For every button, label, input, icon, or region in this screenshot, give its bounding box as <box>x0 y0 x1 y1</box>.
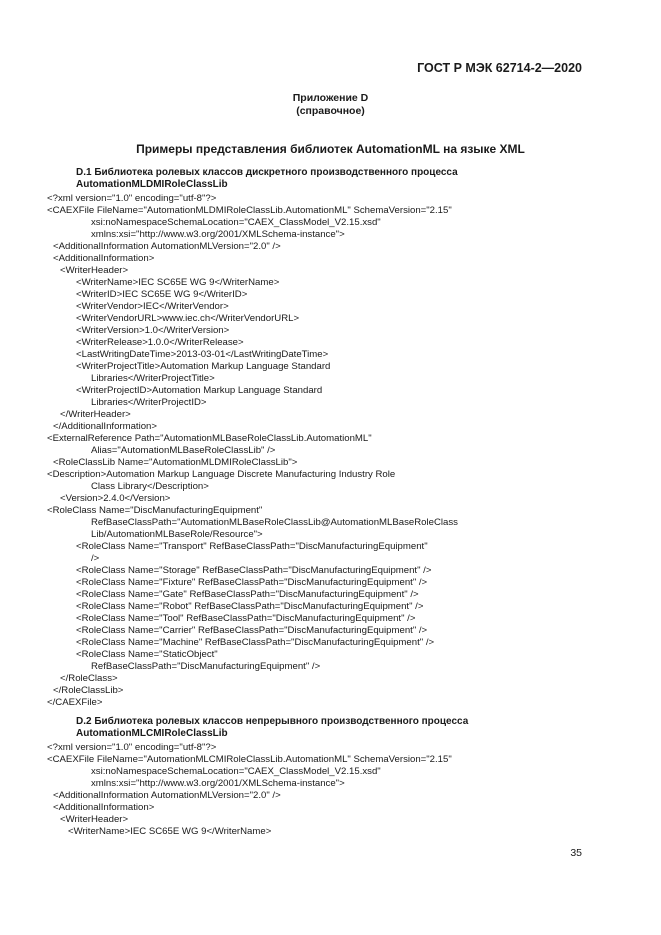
code-line: <RoleClassLib Name="AutomationMLDMIRoleClassLib"> <box>53 457 298 468</box>
code-line: Libraries</WriterProjectTitle> <box>91 373 215 384</box>
code-line: <LastWritingDateTime>2013-03-01</LastWritingDateTime> <box>76 349 329 360</box>
code-line: <WriterName>IEC SC65E WG 9</WriterName> <box>76 277 280 288</box>
code-line: <RoleClass Name="Carrier" RefBaseClassPath="DiscManufacturingEquipment" /> <box>76 625 428 636</box>
code-line: <RoleClass Name="Gate" RefBaseClassPath="DiscManufacturingEquipment" /> <box>76 589 419 600</box>
code-line: xsi:noNamespaceSchemaLocation="CAEX_ClassModel_V2.15.xsd" <box>91 217 381 228</box>
code-line: <CAEXFile FileName="AutomationMLCMIRoleClassLib.AutomationML" SchemaVersion="2.15" <box>47 754 452 765</box>
section-heading-d2 <box>76 716 468 740</box>
document-standard-number: ГОСТ Р МЭК 62714-2—2020 <box>417 61 582 75</box>
code-line: </RoleClassLib> <box>53 685 124 696</box>
code-line: <WriterRelease>1.0.0</WriterRelease> <box>76 337 244 348</box>
code-line: RefBaseClassPath="AutomationMLBaseRoleClassLib@AutomationMLBaseRoleClass <box>91 517 458 528</box>
code-line: <WriterVendorURL>www.iec.ch</WriterVendorURL> <box>76 313 300 324</box>
code-line: <WriterHeader> <box>60 265 129 276</box>
code-line: <WriterHeader> <box>60 814 129 825</box>
section-heading-d1-line2: AutomationMLDMIRoleClassLib <box>76 179 228 190</box>
code-line: <RoleClass Name="Tool" RefBaseClassPath="DiscManufacturingEquipment" /> <box>76 613 416 624</box>
code-line: <WriterID>IEC SC65E WG 9</WriterID> <box>76 289 248 300</box>
code-line: </WriterHeader> <box>60 409 131 420</box>
code-line: xmlns:xsi="http://www.w3.org/2001/XMLSchema-instance"> <box>91 229 345 240</box>
code-line: <CAEXFile FileName="AutomationMLDMIRoleClassLib.AutomationML" SchemaVersion="2.15" <box>47 205 452 216</box>
code-line: <WriterProjectID>Automation Markup Language Standard <box>76 385 323 396</box>
code-line: <WriterProjectTitle>Automation Markup Language Standard <box>76 361 331 372</box>
code-line: <RoleClass Name="Storage" RefBaseClassPath="DiscManufacturingEquipment" /> <box>76 565 432 576</box>
code-line: /> <box>91 553 100 564</box>
code-line: <WriterVendor>IEC</WriterVendor> <box>76 301 229 312</box>
code-line: <WriterVersion>1.0</WriterVersion> <box>76 325 230 336</box>
code-line: <Description>Automation Markup Language Discrete Manufacturing Industry Role <box>47 469 396 480</box>
code-line: <WriterName>IEC SC65E WG 9</WriterName> <box>68 826 272 837</box>
code-line: Libraries</WriterProjectID> <box>91 397 207 408</box>
code-line: </CAEXFile> <box>47 697 103 708</box>
code-line: <AdditionalInformation AutomationMLVersion="2.0" /> <box>53 241 281 252</box>
code-line: <?xml version="1.0" encoding="utf-8"?> <box>47 742 217 753</box>
code-line: <RoleClass Name="Fixture" RefBaseClassPath="DiscManufacturingEquipment" /> <box>76 577 428 588</box>
code-line: </AdditionalInformation> <box>53 421 157 432</box>
section-heading-d2-line2: AutomationMLCMIRoleClassLib <box>76 728 228 739</box>
code-line: <Version>2.4.0</Version> <box>60 493 171 504</box>
code-line: <RoleClass Name="DiscManufacturingEquipment" <box>47 505 263 516</box>
code-line: <AdditionalInformation> <box>53 253 155 264</box>
section-heading-d1 <box>76 167 458 191</box>
code-line: Lib/AutomationMLBaseRole/Resource"> <box>91 529 263 540</box>
code-line: <RoleClass Name="Transport" RefBaseClassPath="DiscManufacturingEquipment" <box>76 541 428 552</box>
code-line: </RoleClass> <box>60 673 118 684</box>
annex-title: Приложение D <box>292 92 369 104</box>
section-heading-d2-line1: D.2 Библиотека ролевых классов непрерывного производственного процесса <box>76 716 469 727</box>
code-line: <RoleClass Name="Machine" RefBaseClassPath="DiscManufacturingEquipment" /> <box>76 637 435 648</box>
code-line: xsi:noNamespaceSchemaLocation="CAEX_ClassModel_V2.15.xsd" <box>91 766 381 777</box>
code-line: Class Library</Description> <box>91 481 209 492</box>
code-line: <RoleClass Name="StaticObject" <box>76 649 218 660</box>
code-line: <RoleClass Name="Robot" RefBaseClassPath="DiscManufacturingEquipment" /> <box>76 601 424 612</box>
code-line: <?xml version="1.0" encoding="utf-8"?> <box>47 193 217 204</box>
code-line: <ExternalReference Path="AutomationMLBaseRoleClassLib.AutomationML" <box>47 433 372 444</box>
code-line: Alias="AutomationMLBaseRoleClassLib" /> <box>91 445 276 456</box>
section-heading-d1-line1: D.1 Библиотека ролевых классов дискретного производственного процесса <box>76 167 458 178</box>
code-line: xmlns:xsi="http://www.w3.org/2001/XMLSchema-instance"> <box>91 778 345 789</box>
main-title: Примеры представления библиотек AutomationML на языке XML <box>136 142 525 156</box>
code-line: <AdditionalInformation AutomationMLVersion="2.0" /> <box>53 790 281 801</box>
annex-type: (справочное) <box>296 105 365 117</box>
page-number: 35 <box>570 847 582 859</box>
code-line: <AdditionalInformation> <box>53 802 155 813</box>
code-line: RefBaseClassPath="DiscManufacturingEquipment" /> <box>91 661 321 672</box>
